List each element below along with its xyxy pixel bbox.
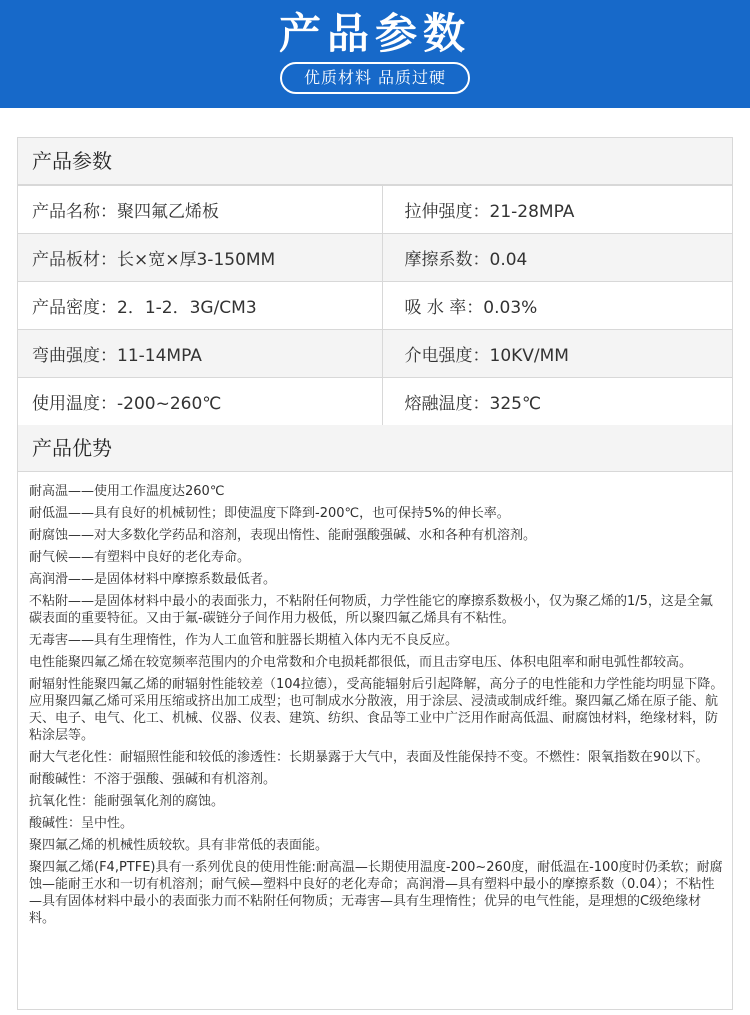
param-cell: 熔融温度：325℃ bbox=[382, 378, 732, 426]
list-item: 高润滑——是固体材料中摩擦系数最低者。 bbox=[29, 572, 277, 587]
param-cell: 摩擦系数：0.04 bbox=[382, 234, 732, 282]
table-row bbox=[18, 330, 732, 378]
list-item: 耐高温——使用工作温度达260℃ bbox=[29, 484, 225, 499]
table-row bbox=[18, 282, 732, 330]
list-item: 无毒害——具有生理惰性，作为人工血管和脏器长期植入体内无不良反应。 bbox=[29, 633, 459, 648]
param-cell: 产品板材：长×宽×厚3-150MM bbox=[18, 234, 382, 282]
params-table bbox=[18, 185, 732, 426]
list-item: 耐气候——有塑料中良好的老化寿命。 bbox=[29, 550, 251, 565]
list-item: 耐低温——具有良好的机械韧性；即使温度下降到-200℃，也可保持5%的伸长率。 bbox=[29, 506, 510, 521]
table-row bbox=[18, 234, 732, 282]
header-banner bbox=[0, 0, 750, 108]
param-cell: 产品名称：聚四氟乙烯板 bbox=[18, 186, 382, 234]
param-cell: 拉伸强度：21-28MPA bbox=[382, 186, 732, 234]
list-item: 耐大气老化性：耐辐照性能和较低的渗透性：长期暴露于大气中，表面及性能保持不变。不燃性：限氧指数在90以下。 bbox=[29, 750, 709, 765]
table-row bbox=[18, 186, 732, 234]
list-item: 聚四氟乙烯的机械性质较软。具有非常低的表面能。 bbox=[29, 838, 329, 853]
list-item: 耐腐蚀——对大多数化学药品和溶剂，表现出惰性、能耐强酸强碱、水和各种有机溶剂。 bbox=[29, 528, 537, 543]
param-cell: 产品密度：2．1-2．3G/CM3 bbox=[18, 282, 382, 330]
list-item: 电性能聚四氟乙烯在较宽频率范围内的介电常数和介电损耗都很低，而且击穿电压、体积电阻率和耐电弧性都较高。 bbox=[29, 655, 693, 670]
param-cell: 介电强度：10KV/MM bbox=[382, 330, 732, 378]
table-row bbox=[18, 378, 732, 426]
param-cell: 弯曲强度：11-14MPA bbox=[18, 330, 382, 378]
params-section-title: 产品参数 bbox=[18, 138, 732, 185]
list-item: 酸碱性：呈中性。 bbox=[29, 816, 134, 831]
list-item: 抗氧化性：能耐强氧化剂的腐蚀。 bbox=[29, 794, 225, 809]
advantages-list bbox=[29, 483, 725, 932]
banner-title: 产品参数 bbox=[278, 9, 471, 58]
advantages-section-title: 产品优势 bbox=[18, 425, 732, 472]
list-item: 耐辐射性能聚四氟乙烯的耐辐射性能较差（104拉德），受高能辐射后引起降解，高分子的电性能和力学性能均明显下降。应用聚四氟乙烯可采用压缩或挤出加工成型；也可制成水分散液，用于涂层、浸渍或制成纤维。聚四氟乙烯在原子能、航天、电子、电气、化工、机械、仪器、仪表、建筑、纺织、食品等工业中广泛用作耐高低温、耐腐蚀材料，绝缘材料，防粘涂层等。 bbox=[29, 677, 724, 743]
list-item: 不粘附——是固体材料中最小的表面张力，不粘附任何物质，力学性能它的摩擦系数极小，仅为聚乙烯的1/5，这是全氟碳表面的重要特征。又由于氟-碳链分子间作用力极低，所以聚四氟乙烯具有不粘性。 bbox=[29, 594, 713, 626]
param-cell: 使用温度：-200~260℃ bbox=[18, 378, 382, 426]
banner-subtitle-pill: 优质材料 品质过硬 bbox=[280, 62, 470, 94]
param-cell: 吸 水 率：0.03% bbox=[382, 282, 732, 330]
list-item: 耐酸碱性：不溶于强酸、强碱和有机溶剂。 bbox=[29, 772, 277, 787]
product-info-card bbox=[17, 137, 733, 1010]
list-item: 聚四氟乙烯(F4,PTFE)具有一系列优良的使用性能:耐高温—长期使用温度-200~260度，耐低温在-100度时仍柔软；耐腐蚀—能耐王水和一切有机溶剂；耐气候—塑料中良好的老化寿命；高润滑—具有塑料中最小的摩擦系数（0.04）；不粘性—具有固体材料中最小的表面张力而不粘附任何物质；无毒害—具有生理惰性；优异的电气性能，是理想的C级绝缘材料。 bbox=[29, 860, 723, 926]
